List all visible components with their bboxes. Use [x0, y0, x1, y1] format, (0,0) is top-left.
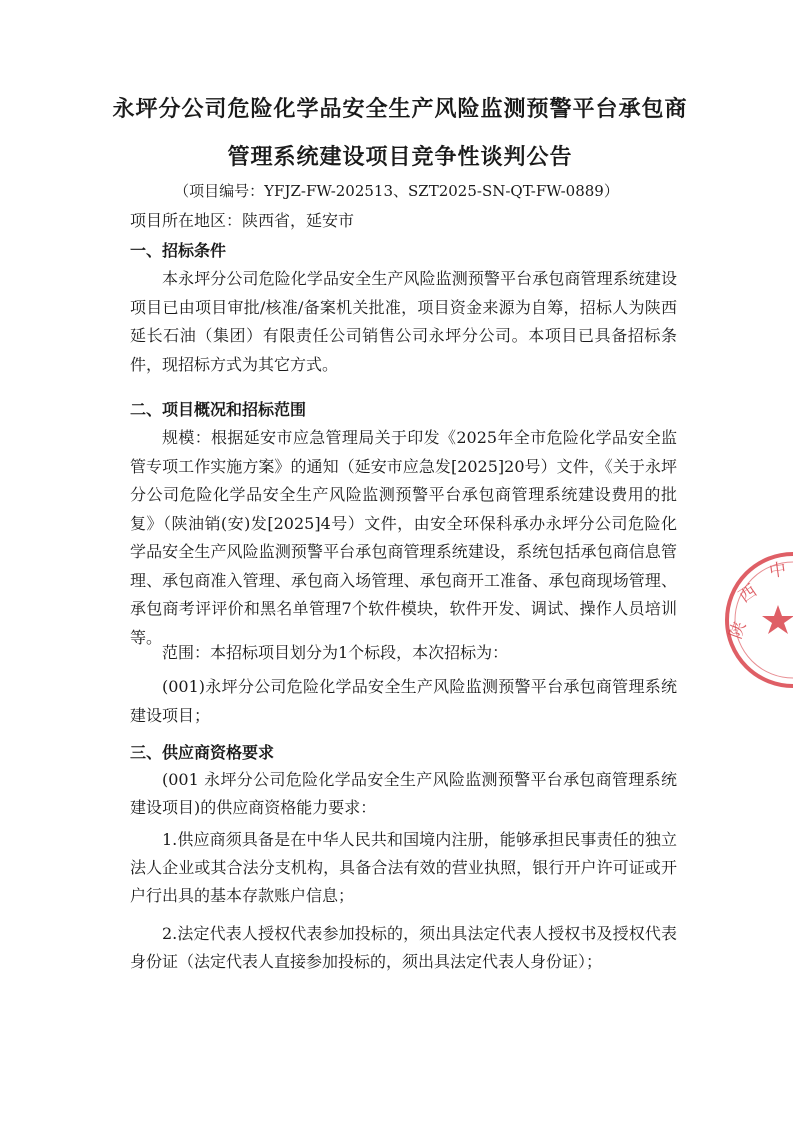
section3-heading: 三、供应商资格要求 — [130, 743, 275, 762]
section2-scale: 规模：根据延安市应急管理局关于印发《2025年全市危险化学品安全监管专项工作实施方案》的通知（延安市应急发[2025]20号）文件，《关于永坪分公司危险化学品安全生产风险监测预警平台承包商管理系统建设费用的批复》（陕油销(安)发[2025]4号）文件，由安全环保科承办永坪分公司危险化学品安全生产风险监测预警平台承包商管理系统建设，系统包括承包商信息管理、承包商准入管理、承包商入场管理、承包商开工准备、承包商现场管理、承包商考评评价和黑名单管理7个软件模块，软件开发、调试、操作人员培训等。 — [130, 428, 677, 647]
section1-body: 本永坪分公司危险化学品安全生产风险监测预警平台承包商管理系统建设项目已由项目审批/核准/备案机关批准，项目资金来源为自筹，招标人为陕西延长石油（集团）有限责任公司销售公司永坪分公司。本项目已具备招标条件，现招标方式为其它方式。 — [130, 269, 677, 374]
company-seal-stamp — [718, 545, 793, 695]
section3-item1: 1.供应商须具备是在中华人民共和国境内注册，能够承担民事责任的独立法人企业或其合法分支机构，具备合法有效的营业执照，银行开户许可证或开户行出具的基本存款账户信息； — [130, 830, 677, 905]
stamp-star-icon — [762, 605, 793, 634]
document-title-line1: 永坪分公司危险化学品安全生产风险监测预警平台承包商 — [112, 97, 688, 122]
document-title-line2: 管理系统建设项目竞争性谈判公告 — [227, 145, 573, 170]
section3-intro: (001 永坪分公司危险化学品安全生产风险监测预警平台承包商管理系统建设项目)的供应商资格能力要求： — [130, 770, 677, 817]
svg-text:西: 西 — [735, 580, 761, 608]
project-region: 项目所在地区：陕西省，延安市 — [130, 211, 355, 230]
section2-heading: 二、项目概况和招标范围 — [130, 400, 307, 419]
svg-text:陕: 陕 — [725, 618, 751, 642]
section3-item2: 2.法定代表人授权代表参加投标的，须出具法定代表人授权书及授权代表身份证（法定代表人直接参加投标的，须出具法定代表人身份证）； — [130, 924, 677, 971]
section2-lot: (001)永坪分公司危险化学品安全生产风险监测预警平台承包商管理系统建设项目； — [130, 677, 677, 725]
project-number: （项目编号：YFJZ-FW-202513、SZT2025-SN-QT-FW-0889） — [174, 182, 619, 200]
section2-scope: 范围：本招标项目划分为1个标段，本次招标为： — [162, 643, 509, 662]
section1-heading: 一、招标条件 — [130, 241, 227, 260]
svg-text:中: 中 — [767, 559, 788, 582]
